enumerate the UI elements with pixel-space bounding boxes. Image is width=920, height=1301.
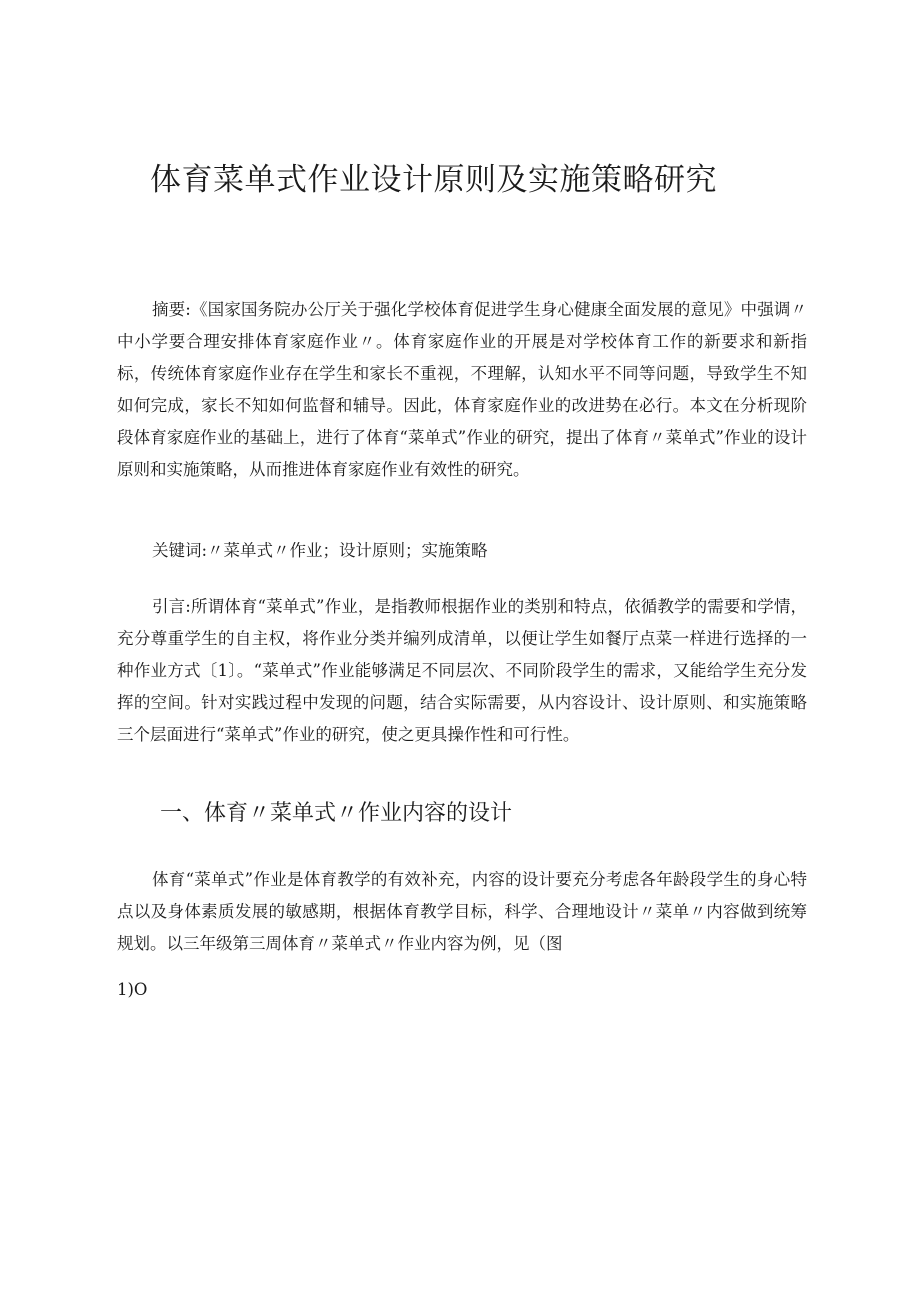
document-title: 体育菜单式作业设计原则及实施策略研究 bbox=[150, 162, 717, 198]
section-heading: 一、体育〃菜单式〃作业内容的设计 bbox=[160, 801, 513, 826]
keywords-line: 关键词:〃菜单式〃作业；设计原则；实施策略 bbox=[152, 541, 488, 560]
figure-reference: 1)O bbox=[117, 980, 148, 999]
abstract-paragraph: 摘要:《国家国务院办公厅关于强化学校体育促进学生身心健康全面发展的意见》中强调〃中小学要合理安排体育家庭作业〃。体育家庭作业的开展是对学校体育工作的新要求和新指标，传统体育家庭作业存在学生和家长不重视，不理解，认知水平不同等问题，导致学生不知如何完成，家长不知如何监督和辅导。因此，体育家庭作业的改进势在必行。本文在分析现阶段体育家庭作业的基础上，进行了体育“菜单式”作业的研究，提出了体育〃菜单式”作业的设计原则和实施策略，从而推进体育家庭作业有效性的研究。 bbox=[117, 300, 807, 479]
section-body-paragraph: 体育“菜单式”作业是体育教学的有效补充，内容的设计要充分考虑各年龄段学生的身心特点以及身体素质发展的敏感期，根据体育教学目标，科学、合理地设计〃菜单〃内容做到统筹规划。以三年级第三周体育〃菜单式〃作业内容为例，见（图 bbox=[117, 870, 807, 953]
introduction-paragraph: 引言:所谓体育“菜单式”作业，是指教师根据作业的类别和特点，依循教学的需要和学情，充分尊重学生的自主权，将作业分类并编列成清单，以便让学生如餐厅点菜一样进行选择的一种作业方式〔1〕。“菜单式”作业能够满足不同层次、不同阶段学生的需求，又能给学生充分发挥的空间。针对实践过程中发现的问题，结合实际需要，从内容设计、设计原则、和实施策略三个层面进行“菜单式”作业的研究，使之更具操作性和可行性。 bbox=[117, 597, 807, 744]
